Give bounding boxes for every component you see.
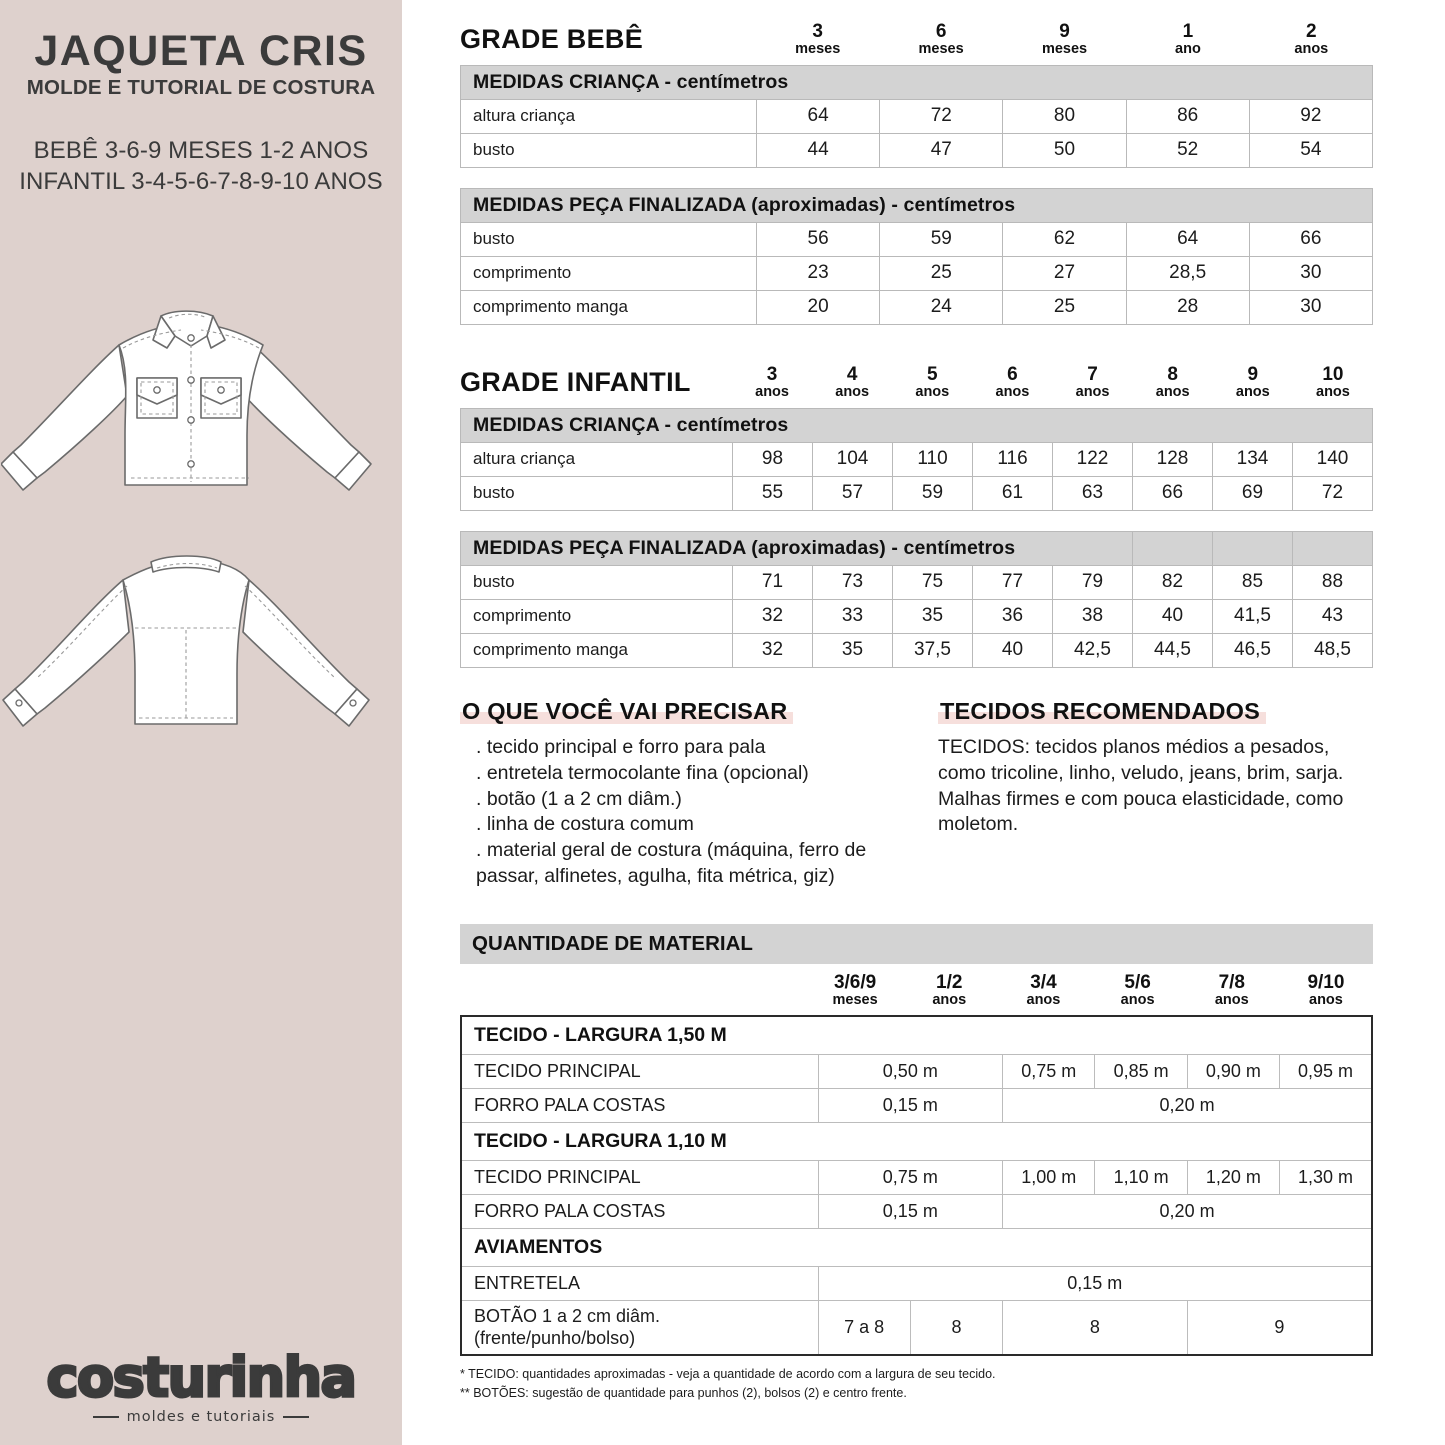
- cell-value: 20: [757, 290, 880, 324]
- fabrics-section: [930, 698, 1373, 891]
- content-area: [402, 0, 1445, 1445]
- column-header: [972, 365, 1052, 400]
- cell-value: 80: [1003, 99, 1126, 133]
- section-title: MEDIDAS CRIANÇA - centímetros: [461, 65, 1373, 99]
- column-unit: meses: [795, 40, 841, 57]
- cell-value: 66: [1133, 476, 1213, 510]
- cell-value: 0,15 m: [818, 1266, 1372, 1300]
- cell-value: 24: [880, 290, 1003, 324]
- column-num: 10: [1322, 363, 1344, 385]
- column-num: 3/4: [1030, 972, 1057, 994]
- column-num: 4: [846, 363, 858, 385]
- table-row: [461, 256, 1373, 290]
- brand-block: [0, 0, 402, 197]
- cell-value: 54: [1249, 133, 1372, 167]
- table-row: [461, 1160, 1372, 1194]
- column-num: 6: [935, 21, 947, 42]
- size-range-kids: INFANTIL 3-4-5-6-7-8-9-10 ANOS: [19, 167, 383, 195]
- column-unit: anos: [932, 991, 967, 1008]
- cell-value: 57: [813, 476, 893, 510]
- grade-infantil-table-child: [460, 408, 1373, 511]
- cell-value: 0,75 m: [1003, 1054, 1095, 1088]
- page-subtitle: MOLDE E TUTORIAL DE COSTURA: [26, 75, 376, 99]
- section-header-filler: [1133, 531, 1213, 565]
- cell-value: 41,5: [1213, 599, 1293, 633]
- material-title: QUANTIDADE DE MATERIAL: [460, 924, 1373, 964]
- cell-value: 0,15 m: [818, 1194, 1003, 1228]
- cell-value: 73: [813, 565, 893, 599]
- section-header-row: [461, 65, 1373, 99]
- row-label: comprimento: [461, 256, 757, 290]
- column-unit: anos: [835, 383, 870, 400]
- cell-value: 77: [973, 565, 1053, 599]
- section-title: MEDIDAS PEÇA FINALIZADA (aproximadas) - centímetros: [461, 188, 1373, 222]
- cell-value: 1,00 m: [1003, 1160, 1095, 1194]
- needs-item: . linha de costura comum: [476, 813, 694, 836]
- cell-value: 72: [880, 99, 1003, 133]
- cell-value: 128: [1133, 442, 1213, 476]
- column-header: [1293, 365, 1373, 400]
- cell-value: 0,95 m: [1280, 1054, 1372, 1088]
- table-row: [461, 1300, 1372, 1355]
- cell-value: 1,20 m: [1187, 1160, 1279, 1194]
- cell-value: 64: [1126, 222, 1249, 256]
- needs-title-wrap: [460, 698, 930, 725]
- column-num: 5/6: [1124, 972, 1151, 994]
- cell-value: 50: [1003, 133, 1126, 167]
- cell-value: 35: [813, 633, 893, 667]
- grade-infantil-section: [460, 365, 1373, 668]
- column-num: 1/2: [936, 972, 963, 994]
- cell-value: 46,5: [1213, 633, 1293, 667]
- column-unit: anos: [755, 383, 789, 400]
- row-label: comprimento: [461, 599, 733, 633]
- column-num: 2: [1306, 21, 1317, 42]
- column-unit: meses: [918, 40, 964, 57]
- cell-value: 86: [1126, 99, 1249, 133]
- row-label: busto: [461, 133, 757, 167]
- cell-value: 0,75 m: [818, 1160, 1003, 1194]
- cell-value: 88: [1293, 565, 1373, 599]
- column-header: [902, 973, 996, 1008]
- material-table: [460, 1015, 1373, 1356]
- row-label: TECIDO PRINCIPAL: [461, 1054, 818, 1088]
- section-header-row: [461, 188, 1373, 222]
- table-row: [461, 599, 1373, 633]
- column-header: [1053, 365, 1133, 400]
- sidebar: [0, 0, 402, 1445]
- column-header: [1003, 22, 1126, 57]
- cell-value: 69: [1213, 476, 1293, 510]
- section-title: MEDIDAS CRIANÇA - centímetros: [461, 408, 1373, 442]
- cell-value: 63: [1053, 476, 1133, 510]
- needs-section: [460, 698, 930, 891]
- needs-item: . botão (1 a 2 cm diâm.): [476, 787, 682, 810]
- table-row: [461, 222, 1373, 256]
- block-spacer: [460, 325, 1373, 365]
- fabrics-title-wrap: [938, 698, 1373, 725]
- column-unit: anos: [1155, 383, 1190, 400]
- table-spacer: [460, 511, 1373, 531]
- footnotes: [460, 1365, 1373, 1404]
- cell-value: 0,15 m: [818, 1088, 1003, 1122]
- size-range-baby: BEBÊ 3-6-9 MESES 1-2 ANOS: [33, 136, 369, 164]
- column-unit: anos: [1026, 991, 1061, 1008]
- material-group-header: [461, 1122, 1372, 1160]
- cell-value: 8: [910, 1300, 1002, 1355]
- cell-value: 47: [880, 133, 1003, 167]
- column-header: [1091, 973, 1185, 1008]
- grade-bebe-columns: [756, 22, 1373, 57]
- cell-value: 61: [973, 476, 1053, 510]
- grade-infantil-header: [460, 365, 1373, 400]
- section-header-filler: [1293, 531, 1373, 565]
- grade-bebe-table-finished: [460, 188, 1373, 325]
- column-num: 9: [1059, 21, 1070, 42]
- cell-value: 0,20 m: [1003, 1194, 1372, 1228]
- table-row: [461, 99, 1373, 133]
- cell-value: 75: [893, 565, 973, 599]
- table-row: [461, 290, 1373, 324]
- cell-value: 56: [757, 222, 880, 256]
- material-group-header: [461, 1228, 1372, 1266]
- cell-value: 32: [733, 633, 813, 667]
- cell-value: 71: [733, 565, 813, 599]
- column-unit: meses: [1041, 40, 1088, 57]
- cell-value: 72: [1293, 476, 1373, 510]
- logo-dash-right: [283, 1416, 309, 1418]
- cell-value: 33: [813, 599, 893, 633]
- cell-value: 122: [1053, 442, 1133, 476]
- jacket-back-illustration: [1, 542, 401, 772]
- cell-value: 59: [880, 222, 1003, 256]
- cell-value: 27: [1003, 256, 1126, 290]
- table-row: [461, 1088, 1372, 1122]
- column-unit: anos: [1235, 383, 1270, 400]
- cell-value: 64: [757, 99, 880, 133]
- cell-value: 92: [1249, 99, 1372, 133]
- cell-value: 25: [880, 256, 1003, 290]
- column-header: [756, 22, 879, 57]
- column-num: 9: [1247, 363, 1259, 385]
- cell-value: 7 a 8: [818, 1300, 910, 1355]
- cell-value: 82: [1133, 565, 1213, 599]
- group-title: AVIAMENTOS: [461, 1228, 1372, 1266]
- grade-bebe-title: GRADE BEBÊ: [460, 23, 644, 54]
- cell-value: 104: [813, 442, 893, 476]
- row-label: busto: [461, 476, 733, 510]
- row-label: BOTÃO 1 a 2 cm diâm. (frente/punho/bolso): [461, 1300, 818, 1355]
- column-header: [1250, 22, 1373, 57]
- row-label: FORRO PALA COSTAS: [461, 1088, 818, 1122]
- logo-wordmark: costurinha: [46, 1346, 356, 1409]
- row-label: comprimento manga: [461, 290, 757, 324]
- column-header: [996, 973, 1090, 1008]
- cell-value: 9: [1187, 1300, 1372, 1355]
- section-header-row: [461, 408, 1373, 442]
- size-range: [0, 136, 402, 197]
- column-num: 3/6/9: [833, 972, 877, 994]
- cell-value: 43: [1293, 599, 1373, 633]
- needs-item: . entretela termocolante fina (opcional): [476, 761, 809, 784]
- logo-tagline-text: moldes e tutoriais: [126, 1409, 276, 1425]
- column-num: 9/10: [1307, 972, 1345, 994]
- brand-logo: [0, 1346, 402, 1425]
- cell-value: 35: [893, 599, 973, 633]
- table-row: [461, 133, 1373, 167]
- column-header: [808, 973, 902, 1008]
- row-label: comprimento manga: [461, 633, 733, 667]
- table-row: [461, 565, 1373, 599]
- table-spacer: [460, 168, 1373, 188]
- needs-item: . tecido principal e forro para pala: [476, 735, 766, 758]
- cell-value: 36: [973, 599, 1053, 633]
- material-column-spacer: [460, 973, 808, 1008]
- grade-infantil-columns: [732, 365, 1373, 400]
- cell-value: 40: [1133, 599, 1213, 633]
- column-num: 5: [927, 363, 938, 385]
- table-row: [461, 633, 1373, 667]
- cell-value: 0,20 m: [1003, 1088, 1372, 1122]
- cell-value: 0,85 m: [1095, 1054, 1187, 1088]
- cell-value: 62: [1003, 222, 1126, 256]
- logo-dash-left: [93, 1416, 119, 1418]
- cell-value: 40: [973, 633, 1053, 667]
- cell-value: 79: [1053, 565, 1133, 599]
- column-header: [892, 365, 972, 400]
- section-header-filler: [1213, 531, 1293, 565]
- cell-value: 38: [1053, 599, 1133, 633]
- cell-value: 30: [1249, 290, 1372, 324]
- column-header: [879, 22, 1002, 57]
- cell-value: 30: [1249, 256, 1372, 290]
- table-row: [461, 1194, 1372, 1228]
- grade-bebe-table-child: [460, 65, 1373, 168]
- cell-value: 0,50 m: [818, 1054, 1003, 1088]
- column-unit: meses: [832, 991, 878, 1008]
- cell-value: 48,5: [1293, 633, 1373, 667]
- cell-value: 44,5: [1133, 633, 1213, 667]
- column-header: [1133, 365, 1213, 400]
- column-header: [732, 365, 812, 400]
- table-row: [461, 1054, 1372, 1088]
- cell-value: 28,5: [1126, 256, 1249, 290]
- group-title: TECIDO - LARGURA 1,10 M: [461, 1122, 1372, 1160]
- row-label: busto: [461, 565, 733, 599]
- grade-bebe-section: [460, 22, 1373, 325]
- column-unit: anos: [1316, 383, 1350, 400]
- info-sections: [460, 698, 1373, 891]
- cell-value: 25: [1003, 290, 1126, 324]
- grade-infantil-table-finished: [460, 531, 1373, 668]
- cell-value: 0,90 m: [1187, 1054, 1279, 1088]
- row-label: altura criança: [461, 442, 733, 476]
- column-header: [1213, 365, 1293, 400]
- row-label: altura criança: [461, 99, 757, 133]
- column-num: 1: [1182, 21, 1194, 42]
- column-num: 3: [766, 363, 778, 385]
- cell-value: 42,5: [1053, 633, 1133, 667]
- material-section: [460, 924, 1373, 1403]
- cell-value: 1,10 m: [1095, 1160, 1187, 1194]
- column-unit: ano: [1175, 40, 1201, 57]
- section-header-row: [461, 531, 1373, 565]
- cell-value: 59: [893, 476, 973, 510]
- cell-value: 98: [733, 442, 813, 476]
- cell-value: 66: [1249, 222, 1372, 256]
- row-label: busto: [461, 222, 757, 256]
- cell-value: 110: [893, 442, 973, 476]
- row-label: TECIDO PRINCIPAL: [461, 1160, 818, 1194]
- row-label: FORRO PALA COSTAS: [461, 1194, 818, 1228]
- column-unit: anos: [1294, 40, 1329, 57]
- group-title: TECIDO - LARGURA 1,50 M: [461, 1016, 1372, 1054]
- column-num: 7/8: [1218, 972, 1245, 994]
- cell-value: 134: [1213, 442, 1293, 476]
- column-num: 3: [812, 21, 823, 42]
- needs-title: O QUE VOCÊ VAI PRECISAR: [460, 698, 793, 725]
- column-unit: anos: [1120, 991, 1155, 1008]
- cell-value: 1,30 m: [1280, 1160, 1372, 1194]
- footnote-botoes: ** BOTÕES: sugestão de quantidade para punhos (2), bolsos (2) e centro frente.: [460, 1385, 907, 1400]
- fabrics-title: TECIDOS RECOMENDADOS: [938, 698, 1266, 725]
- illustrations: [0, 300, 402, 772]
- column-unit: anos: [1075, 383, 1110, 400]
- grade-infantil-title: GRADE INFANTIL: [460, 366, 691, 397]
- cell-value: 55: [733, 476, 813, 510]
- row-label: ENTRETELA: [461, 1266, 818, 1300]
- cell-value: 116: [973, 442, 1053, 476]
- column-header: [812, 365, 892, 400]
- column-header: [1126, 22, 1249, 57]
- cell-value: 37,5: [893, 633, 973, 667]
- material-columns: [460, 964, 1373, 1015]
- cell-value: 52: [1126, 133, 1249, 167]
- table-row: [461, 476, 1373, 510]
- cell-value: 140: [1293, 442, 1373, 476]
- grade-bebe-header: [460, 22, 1373, 57]
- cell-value: 44: [757, 133, 880, 167]
- material-group-header: [461, 1016, 1372, 1054]
- needs-item: . material geral de costura (máquina, ferro de passar, alfinetes, agulha, fita métrica, giz): [476, 839, 867, 888]
- column-unit: anos: [995, 383, 1030, 400]
- section-title: MEDIDAS PEÇA FINALIZADA (aproximadas) - centímetros: [461, 531, 1133, 565]
- table-row: [461, 1266, 1372, 1300]
- cell-value: 85: [1213, 565, 1293, 599]
- cell-value: 23: [757, 256, 880, 290]
- cell-value: 32: [733, 599, 813, 633]
- column-unit: anos: [1309, 991, 1343, 1008]
- column-unit: anos: [1214, 991, 1249, 1008]
- cell-value: 8: [1003, 1300, 1188, 1355]
- column-unit: anos: [915, 383, 950, 400]
- logo-tagline: [0, 1409, 402, 1425]
- column-num: 8: [1167, 363, 1178, 385]
- column-num: 7: [1087, 363, 1098, 385]
- cell-value: 28: [1126, 290, 1249, 324]
- column-header: [1279, 973, 1373, 1008]
- footnote-tecido: * TECIDO: quantidades aproximadas - veja a quantidade de acordo com a largura de seu tecido.: [460, 1366, 996, 1381]
- column-header: [1185, 973, 1279, 1008]
- fabrics-body: TECIDOS: tecidos planos médios a pesados, como tricoline, linho, veludo, jeans, brim, sarja. Malhas firmes e com pouca elasticidade, como moletom.: [938, 735, 1344, 836]
- column-num: 6: [1007, 363, 1018, 385]
- table-row: [461, 442, 1373, 476]
- jacket-front-illustration: [1, 300, 401, 550]
- page-title: JAQUETA CRIS: [34, 27, 368, 75]
